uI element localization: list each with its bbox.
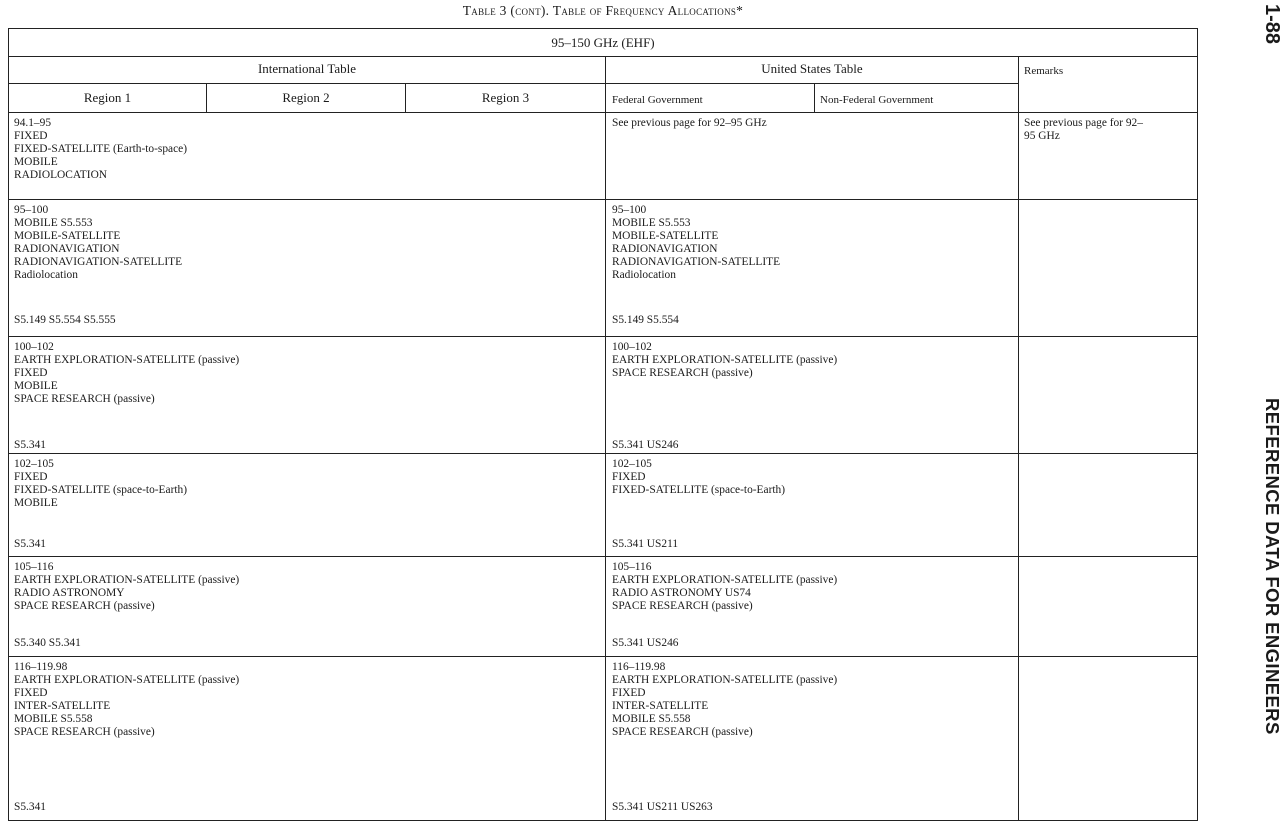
us-allocation-cell: 102–105 FIXED FIXED-SATELLITE (space-to-Earth) S5.341 US211 (612, 458, 786, 550)
us-allocation-cell-footnote: S5.341 US211 US263 (612, 801, 713, 813)
band-heading: 95–150 GHz (EHF) (551, 35, 655, 50)
frequency-allocation-table (8, 28, 1198, 821)
international-allocation-cell: 100–102 EARTH EXPLORATION-SATELLITE (passive) FIXED MOBILE SPACE RESEARCH (passive) S5.341 (14, 341, 240, 451)
non-federal-heading: Non-Federal Government (820, 94, 934, 106)
international-allocation-cell: 105–116 EARTH EXPLORATION-SATELLITE (passive) RADIO ASTRONOMY SPACE RESEARCH (passive) S5.340 S5.341 (14, 561, 240, 649)
running-head: REFERENCE DATA FOR ENGINEERS (1262, 398, 1283, 735)
rule (9, 83, 1018, 84)
rule (814, 83, 815, 112)
international-table-heading: International Table (257, 61, 357, 76)
rule (605, 56, 606, 821)
table-caption: Table 3 (cont). Table of Frequency Allocations* (462, 3, 744, 18)
international-allocation-cell-footnote: S5.341 (14, 538, 46, 550)
page-number: 1-88 (1261, 4, 1283, 45)
us-allocation-cell: 116–119.98 EARTH EXPLORATION-SATELLITE (passive) FIXED INTER-SATELLITE MOBILE S5.558 SPACE RESEARCH (passive) S5.341 US211 US263 (612, 661, 838, 813)
federal-heading: Federal Government (612, 94, 703, 106)
international-allocation-cell-footnote: S5.149 S5.554 S5.555 (14, 314, 116, 326)
us-allocation-cell-footnote: S5.341 US211 (612, 538, 679, 550)
region2-heading: Region 2 (282, 90, 330, 105)
international-allocation-cell: 95–100 MOBILE S5.553 MOBILE-SATELLITE RADIONAVIGATION RADIONAVIGATION-SATELLITE Radiolocation S5.149 S5.554 S5.555 (14, 204, 183, 326)
us-table-heading: United States Table (761, 61, 863, 76)
international-allocation-cell: 116–119.98 EARTH EXPLORATION-SATELLITE (passive) FIXED INTER-SATELLITE MOBILE S5.558 SPACE RESEARCH (passive) S5.341 (14, 661, 240, 813)
remarks-heading: Remarks (1024, 65, 1064, 77)
us-allocation-cell-footnote: S5.341 US246 (612, 439, 679, 451)
international-allocation-cell-footnote: S5.341 (14, 801, 46, 813)
international-allocation-cell-footnote: S5.341 (14, 439, 46, 451)
us-allocation-cell-footnote: S5.341 US246 (612, 637, 679, 649)
us-allocation-cell: See previous page for 92–95 GHz (612, 117, 767, 129)
us-allocation-cell: 105–116 EARTH EXPLORATION-SATELLITE (passive) RADIO ASTRONOMY US74 SPACE RESEARCH (passive) S5.341 US246 (612, 561, 838, 649)
us-allocation-cell: 100–102 EARTH EXPLORATION-SATELLITE (passive) SPACE RESEARCH (passive) S5.341 US246 (612, 341, 838, 451)
region3-heading: Region 3 (481, 90, 530, 105)
region1-heading: Region 1 (83, 90, 132, 105)
international-allocation-cell: 102–105 FIXED FIXED-SATELLITE (space-to-Earth) MOBILE S5.341 (14, 458, 188, 550)
us-allocation-cell-footnote: S5.149 S5.554 (612, 314, 679, 326)
us-allocation-cell: 95–100 MOBILE S5.553 MOBILE-SATELLITE RADIONAVIGATION RADIONAVIGATION-SATELLITE Radiolocation S5.149 S5.554 (612, 204, 781, 326)
side-margin (1249, 0, 1285, 839)
rule (1018, 56, 1019, 821)
remarks-cell: See previous page for 92– 95 GHz (1024, 117, 1143, 143)
international-allocation-cell: 94.1–95 FIXED FIXED-SATELLITE (Earth-to-space) MOBILE RADIOLOCATION (14, 117, 188, 182)
international-allocation-cell-footnote: S5.340 S5.341 (14, 637, 81, 649)
